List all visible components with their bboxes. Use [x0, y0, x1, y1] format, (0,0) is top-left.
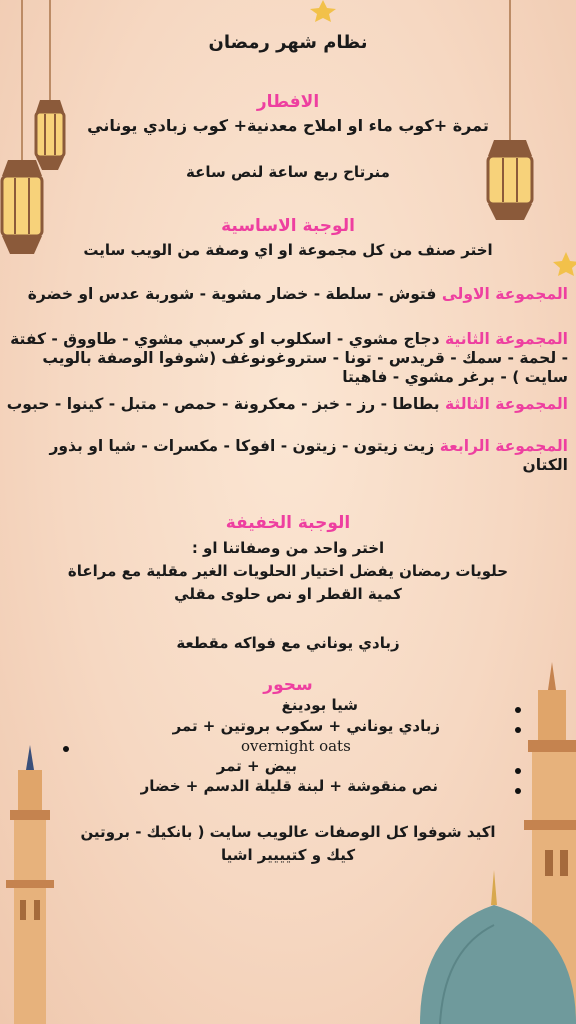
group-4 — [6, 437, 568, 475]
main-meal-heading: الوجبة الاساسية — [221, 216, 355, 236]
suhoor-item: overnight oats — [241, 737, 351, 755]
group-name: المجموعة الاولى — [441, 285, 568, 303]
suhoor-heading: سحور — [263, 675, 313, 695]
suhoor-item: شيا بودينغ — [281, 696, 358, 714]
group-3 — [6, 395, 568, 414]
iftar-rest-line: منرتاح ربع ساعة لنص ساعة — [186, 163, 390, 181]
bullet-icon — [515, 768, 521, 774]
main-meal-instruction: اختر صنف من كل مجموعة او اي وصفة من الويب سايت — [83, 241, 493, 259]
bullet-icon — [63, 746, 69, 752]
footer-line: اكيد شوفوا كل الوصفات عالويب سايت ( بانكيك - بروتين — [80, 823, 496, 841]
iftar-line: تمرة +كوب ماء او املاح معدنية+ كوب زبادي يوناني — [87, 116, 489, 135]
group-1 — [6, 285, 568, 304]
suhoor-item: نص منقوشة + لبنة قليلة الدسم + خضار — [140, 777, 438, 795]
group-name: المجموعة الثالثة — [444, 395, 568, 413]
group-2 — [6, 330, 568, 387]
group-items: بطاطا - رز - خبز - معكرونة - حمص - متبل - كينوا - حبوب — [6, 395, 440, 413]
group-items: زيت زيتون - زيتون - افوكا - مكسرات - شيا او بذور الكتان — [49, 437, 568, 474]
snack-line: اختر واحد من وصفاتنا او : — [191, 539, 385, 557]
bullet-icon — [515, 707, 521, 713]
suhoor-item: بيض + تمر — [216, 757, 297, 775]
group-name: المجموعة الثانية — [444, 330, 568, 348]
snack-heading: الوجبة الخفيفة — [225, 513, 351, 533]
snack-line: كمية القطر او نص حلوى مقلي — [174, 585, 402, 603]
group-items: دجاج مشوي - اسكلوب او كرسبي مشوي - طاووق - كفتة - لحمة - سمك - قريدس - تونا - ستروغونوغف (شوفوا الوصفة بالويب سايت ) - برغر مشوي - فاهيتا — [10, 330, 568, 386]
bullet-icon — [515, 727, 521, 733]
page-title: نظام شهر رمضان — [208, 32, 368, 53]
suhoor-item: زبادي يوناني + سكوب بروتين + تمر — [172, 717, 440, 735]
snack-line: زبادي يوناني مع فواكه مقطعة — [176, 634, 400, 652]
group-items: فتوش - سلطة - خضار مشوية - شوربة عدس او خضرة — [27, 285, 437, 303]
group-name: المجموعة الرابعة — [439, 437, 568, 455]
iftar-heading: الافطار — [256, 92, 320, 112]
bullet-icon — [515, 788, 521, 794]
snack-line: حلويات رمضان يفضل اختيار الحلويات الغير مقلية مع مراعاة — [67, 562, 509, 580]
footer-line: كيك و كتيييير اشيا — [220, 846, 356, 864]
